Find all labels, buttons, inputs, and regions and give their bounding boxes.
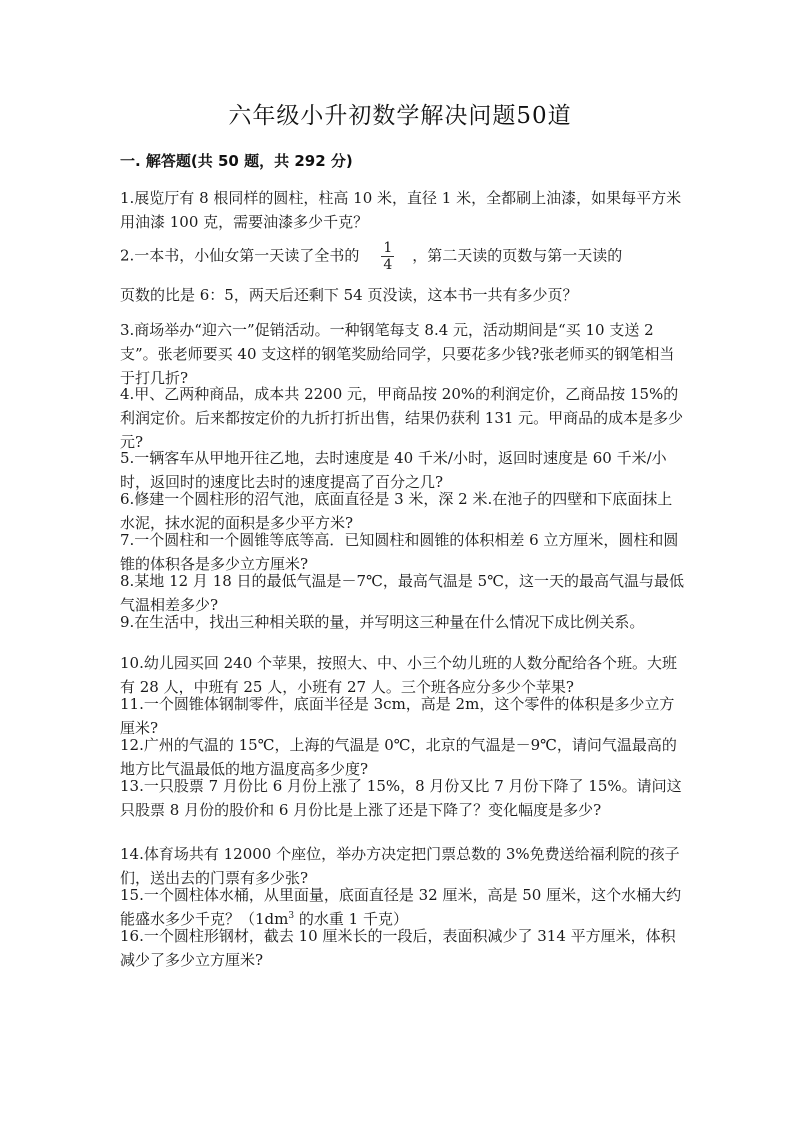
question-8: 8.某地 12 月 18 日的最低气温是－7℃，最高气温是 5℃，这一天的最高气温与最低气温相差多少? (120, 572, 684, 614)
page-title: 六年级小升初数学解决问题50道 (228, 103, 572, 129)
question-7: 7.一个圆柱和一个圆锥等底等高．已知圆柱和圆锥的体积相差 6 立方厘米，圆柱和圆锥的体积各是多少立方厘米? (120, 531, 679, 573)
question-1: 1.展览厅有 8 根同样的圆柱，柱高 10 米，直径 1 米，全都刷上油漆，如果每平方米用油漆 100 克，需要油漆多少千克？ (120, 189, 682, 231)
superscript-three: 3 (288, 911, 295, 921)
question-15-text: 15.一个圆柱体水桶，从里面量，底面直径是 32 厘米，高是 50 厘米，这个水桶大约能盛水多少千克？（1dm (120, 886, 682, 928)
question-12: 12.广州的气温的 15℃，上海的气温是 0℃，北京的气温是－9℃，请问气温最高的地方比气温最低的地方温度高多少度? (120, 736, 677, 778)
question-15-text-after: 的水重 1 千克） (294, 910, 408, 928)
fraction-denominator: 4 (383, 257, 393, 273)
question-10: 10.幼儿园买回 240 个苹果，按照大、中、小三个幼儿班的人数分配给各个班。大班有 28 人，中班有 25 人，小班有 27 人。三个班各应分多少个苹果? (120, 654, 678, 696)
question-4: 4.甲、乙两种商品，成本共 2200 元，甲商品按 20%的利润定价，乙商品按 15%的利润定价。后来都按定价的九折打折出售，结果仍获利 131 元。甲商品的成本是多少元? (120, 385, 684, 451)
question-16: 16.一个圆柱形钢材，截去 10 厘米长的一段后，表面积减少了 314 平方厘米，体积减少了多少立方厘米? (120, 927, 676, 969)
fraction-numerator: 1 (383, 240, 393, 256)
question-3: 3.商场举办“迎六一”促销活动。一种钢笔每支 8.4 元，活动期间是“买 10 支送 2 支”。张老师要买 40 支这样的钢笔奖励给同学，只要花多少钱?张老师买的钢笔相当于打几折? (120, 321, 675, 387)
question-5: 5.一辆客车从甲地开往乙地，去时速度是 40 千米/小时，返回时速度是 60 千米/小时，返回时的速度比去时的速度提高了百分之几? (120, 449, 667, 491)
section-heading: 一. 解答题(共 50 题，共 292 分) (120, 152, 353, 170)
question-2 (120, 240, 685, 273)
question-6: 6.修建一个圆柱形的沼气池，底面直径是 3 米，深 2 米.在池子的四壁和下底面抹上水泥，抹水泥的面积是多少平方米? (120, 490, 673, 532)
question-13: 13.一只股票 7 月份比 6 月份上涨了 15%，8 月份又比 7 月份下降了 15%。请问这只股票 8 月份的股价和 6 月份比是上涨了还是下降了？变化幅度是多少? (120, 777, 682, 819)
fraction-one-quarter (381, 240, 394, 273)
question-14: 14.体育场共有 12000 个座位，举办方决定把门票总数的 3%免费送给福利院的孩子们，送出去的门票有多少张? (120, 845, 680, 887)
question-2-line-2: 页数的比是 6：5，两天后还剩下 54 页没读，这本书一共有多少页？ (120, 286, 578, 304)
question-2-text-before: 2.一本书，小仙女第一天读了全书的 (120, 246, 360, 265)
question-9: 9.在生活中，找出三种相关联的量，并写明这三种量在什么情况下成比例关系。 (120, 613, 645, 631)
question-11: 11.一个圆锥体钢制零件，底面半径是 3cm，高是 2m，这个零件的体积是多少立方厘米? (120, 695, 675, 737)
question-2-text-after: ，第二天读的页数与第一天读的 (412, 246, 623, 265)
